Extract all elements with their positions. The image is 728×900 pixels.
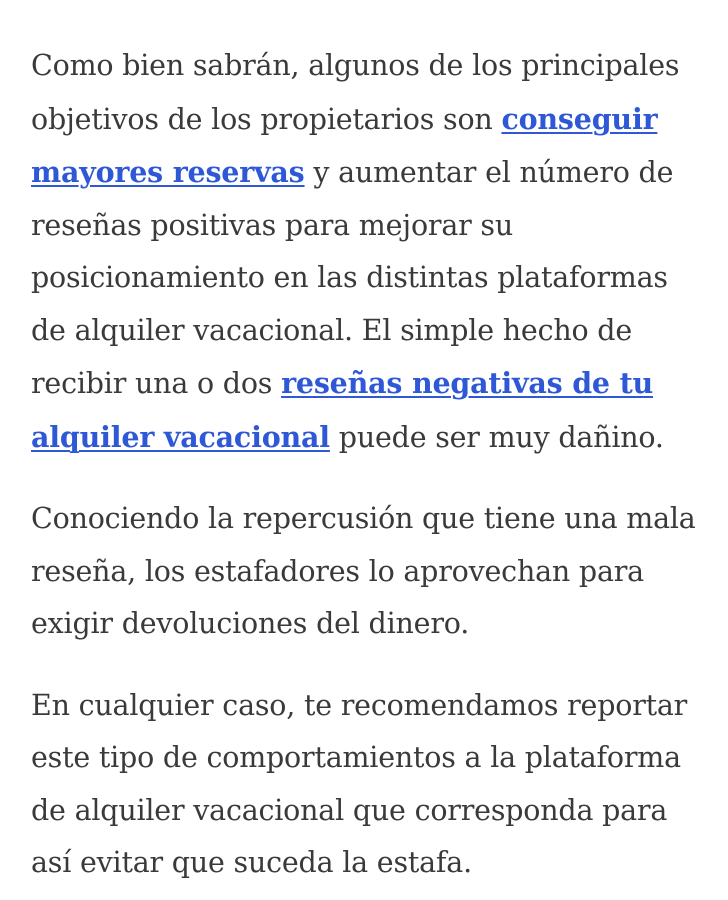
- link-resenas-negativas[interactable]: reseñas negativas de tu alquiler vacacional: [31, 366, 654, 454]
- paragraph-1-text-a: Como bien sabrán, algunos de los principales objetivos de los propietarios son: [31, 49, 680, 136]
- paragraph-1-text-b: y aumentar el número de reseñas positivas para mejorar su posicionamiento en las distintas plataformas de alquiler vacacional. El simple hecho de recibir una o dos: [31, 156, 674, 400]
- paragraph-1-text-c: puede ser muy dañino.: [329, 420, 664, 454]
- link-conseguir-mayores-reservas[interactable]: conseguir mayores reservas: [31, 101, 658, 189]
- paragraph-2: Conociendo la repercusión que tiene una mala reseña, los estafadores lo aprovechan para exigir devoluciones del dinero.: [31, 502, 696, 640]
- paragraph-1: [31, 40, 708, 464]
- paragraph-3: En cualquier caso, te recomendamos reportar este tipo de comportamientos a la plataforma de alquiler vacacional que corresponda para así evitar que suceda la estafa.: [31, 688, 688, 879]
